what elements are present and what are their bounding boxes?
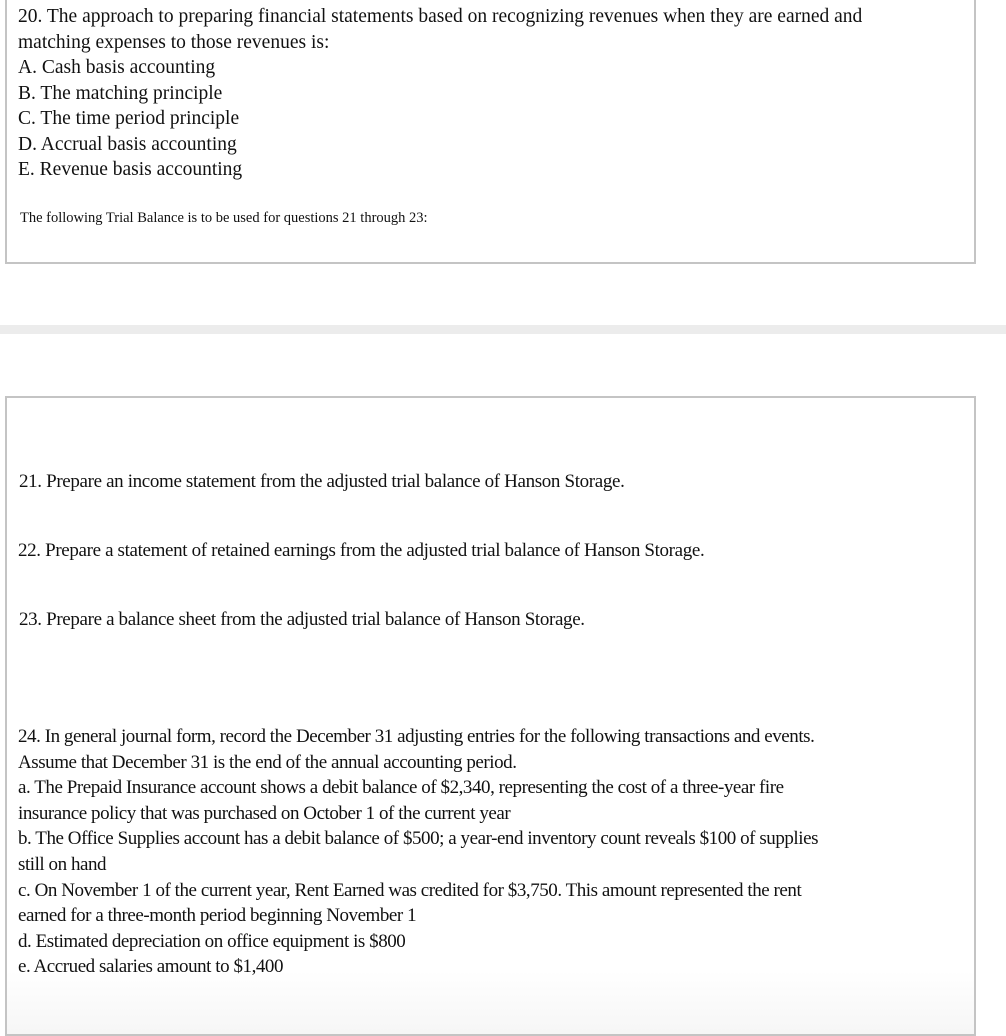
question-24-line-2: Assume that December 31 is the end of the annual accounting period. (18, 751, 517, 773)
option-e: E. Revenue basis accounting (18, 159, 243, 180)
option-d: D. Accrual basis accounting (18, 133, 237, 155)
option-b: B. The matching principle (18, 82, 223, 104)
questions-21-24-panel (5, 396, 976, 1036)
trial-balance-note: The following Trial Balance is to be used for questions 21 through 23: (20, 210, 428, 226)
question-24-line-1: 24. In general journal form, record the December 31 adjusting entries for the following transactions and events. (18, 726, 815, 747)
question-20-stem-line-2: matching expenses to those revenues is: (18, 31, 330, 53)
section-divider (0, 325, 1006, 334)
option-a: A. Cash basis accounting (18, 57, 216, 78)
item-d: d. Estimated depreciation on office equipment is $800 (18, 930, 406, 952)
question-20 (18, 4, 968, 183)
item-b-line-1: b. The Office Supplies account has a debit balance of $500; a year-end inventory count reveals $100 of supplies (18, 828, 819, 850)
question-24 (18, 724, 973, 980)
item-c-line-1: c. On November 1 of the current year, Rent Earned was credited for $3,750. This amount represented the rent (18, 879, 802, 901)
item-b-line-2: still on hand (18, 853, 107, 875)
option-c: C. The time period principle (18, 108, 240, 129)
question-23: 23. Prepare a balance sheet from the adjusted trial balance of Hanson Storage. (19, 609, 585, 630)
question-20-panel (5, 0, 976, 264)
question-22: 22. Prepare a statement of retained earnings from the adjusted trial balance of Hanson Storage. (18, 540, 705, 561)
question-21: 21. Prepare an income statement from the adjusted trial balance of Hanson Storage. (19, 471, 625, 492)
item-e: e. Accrued salaries amount to $1,400 (18, 956, 284, 978)
item-c-line-2: earned for a three-month period beginning November 1 (18, 905, 417, 927)
item-a-line-2: insurance policy that was purchased on October 1 of the current year (18, 802, 511, 824)
question-20-stem-line-1: 20. The approach to preparing financial statements based on recognizing revenues when they are earned and (18, 6, 863, 27)
item-a-line-1: a. The Prepaid Insurance account shows a debit balance of $2,340, representing the cost of a three-year fire (18, 777, 784, 799)
